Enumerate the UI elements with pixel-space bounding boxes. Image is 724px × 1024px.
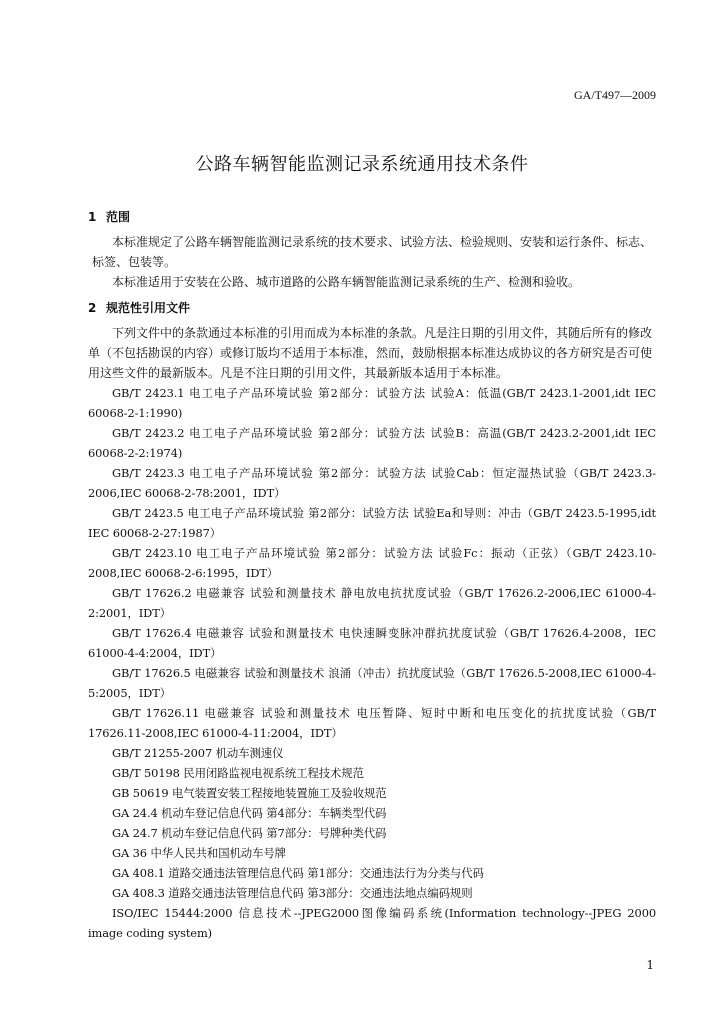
- reference-item: GB 50619 电气装置安装工程接地装置施工及验收规范: [112, 786, 387, 800]
- reference-item: GB/T 2423.5 电工电子产品环境试验 第2部分：试验方法 试验Ea和导则：冲击（GB/T 2423.5-1995,idt IEC 60068-2-27:1987）: [88, 506, 656, 540]
- section-title: 规范性引用文件: [106, 301, 191, 315]
- reference-item: GB/T 17626.4 电磁兼容 试验和测量技术 电快速瞬变脉冲群抗扰度试验（GB/T 17626.4-2008，IEC 61000-4-4:2004，IDT）: [88, 626, 656, 660]
- reference-item: GB/T 50198 民用闭路监视电视系统工程技术规范: [112, 766, 364, 780]
- section-number: 2: [88, 301, 97, 315]
- reference-item: GB/T 17626.5 电磁兼容 试验和测量技术 浪涌（冲击）抗扰度试验（GB/T 17626.5-2008,IEC 61000-4-5:2005，IDT）: [88, 666, 656, 700]
- reference-item: ISO/IEC 15444:2000 信息技术--JPEG2000图像编码系统(Information technology--JPEG 2000 image coding system): [88, 906, 656, 940]
- paragraph: 下列文件中的条款通过本标准的引用而成为本标准的条款。凡是注日期的引用文件，其随后所有的修改单（不包括勘误的内容）或修订版均不适用于本标准，然而，鼓励根据本标准达成协议的各方研究是否可使用这些文件的最新版本。凡是不注日期的引用文件，其最新版本适用于本标准。: [88, 326, 653, 380]
- reference-item: GB/T 2423.10 电工电子产品环境试验 第2部分：试验方法 试验Fc：振动（正弦）（GB/T 2423.10-2008,IEC 60068-2-6:1995，IDT）: [88, 546, 656, 580]
- document-body: [88, 207, 656, 943]
- reference-item: GA 24.4 机动车登记信息代码 第4部分：车辆类型代码: [112, 806, 387, 820]
- section-normative-references: [88, 298, 656, 943]
- section-heading: [88, 298, 656, 318]
- section-scope: [88, 207, 656, 292]
- standard-code: GA/T497—2009: [574, 88, 656, 102]
- reference-item: GB/T 17626.11 电磁兼容 试验和测量技术 电压暂降、短时中断和电压变化的抗扰度试验（GB/T 17626.11-2008,IEC 61000-4-11:2004，IDT）: [88, 706, 656, 740]
- paragraph: 本标准规定了公路车辆智能监测记录系统的技术要求、试验方法、检验规则、安装和运行条件、标志、标签、包装等。: [92, 235, 653, 269]
- document-title: 公路车辆智能监测记录系统通用技术条件: [195, 154, 529, 175]
- reference-item: GA 408.1 道路交通违法管理信息代码 第1部分：交通违法行为分类与代码: [112, 866, 484, 880]
- reference-item: GA 408.3 道路交通违法管理信息代码 第3部分：交通违法地点编码规则: [112, 886, 473, 900]
- section-title: 范围: [106, 210, 131, 224]
- reference-item: GA 36 中华人民共和国机动车号牌: [112, 846, 286, 860]
- paragraph: 本标准适用于安装在公路、城市道路的公路车辆智能监测记录系统的生产、检测和验收。: [112, 275, 581, 289]
- reference-item: GB/T 17626.2 电磁兼容 试验和测量技术 静电放电抗扰度试验（GB/T 17626.2-2006,IEC 61000-4-2:2001，IDT）: [88, 586, 656, 620]
- reference-item: GB/T 2423.1 电工电子产品环境试验 第2部分：试验方法 试验A：低温(GB/T 2423.1-2001,idt IEC 60068-2-1:1990): [88, 386, 656, 420]
- reference-item: GB/T 2423.2 电工电子产品环境试验 第2部分：试验方法 试验B：高温(GB/T 2423.2-2001,idt IEC 60068-2-2:1974): [88, 426, 656, 460]
- reference-item: GB/T 2423.3 电工电子产品环境试验 第2部分：试验方法 试验Cab：恒定湿热试验（GB/T 2423.3-2006,IEC 60068-2-78:2001，IDT）: [88, 466, 656, 500]
- section-heading: [88, 207, 656, 227]
- page-number: 1: [646, 958, 654, 972]
- section-number: 1: [88, 210, 97, 224]
- reference-item: GB/T 21255-2007 机动车测速仪: [112, 746, 284, 760]
- reference-item: GA 24.7 机动车登记信息代码 第7部分：号牌种类代码: [112, 826, 387, 840]
